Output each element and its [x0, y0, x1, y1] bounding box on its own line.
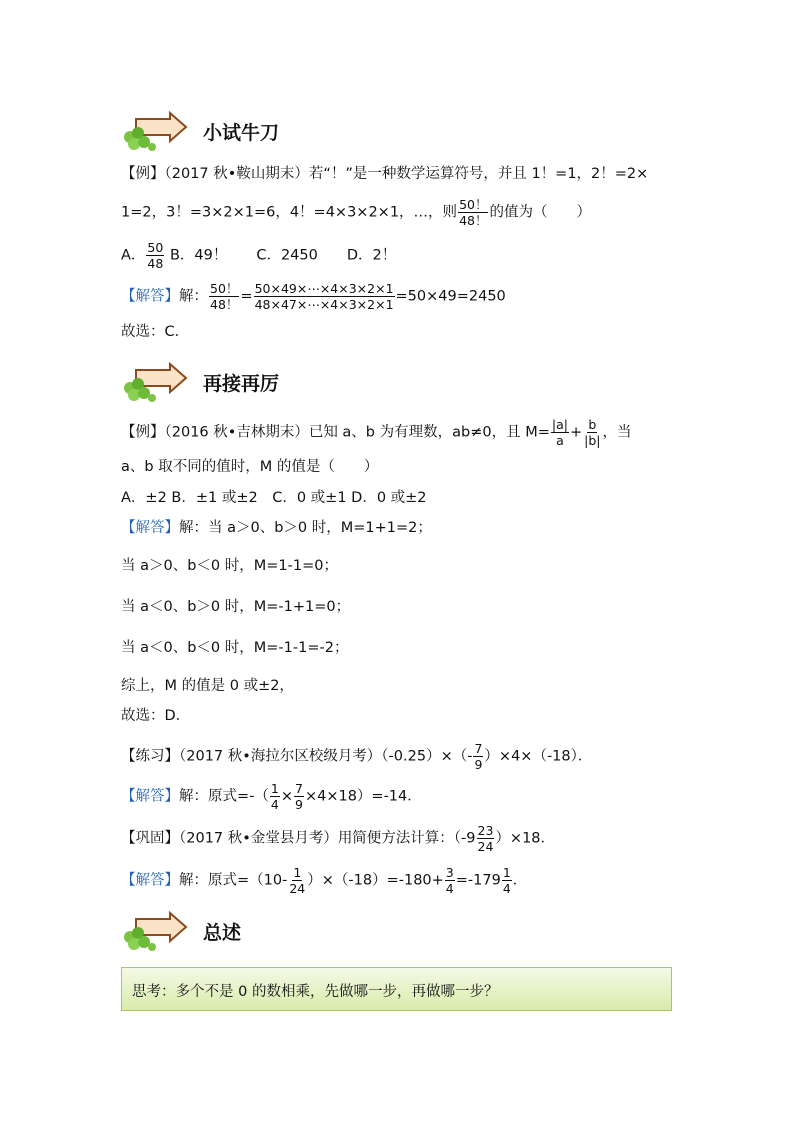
fraction: $\frac{23}{24}$	[477, 823, 494, 854]
example-1-choice: 故选：C．	[121, 324, 190, 340]
example-1-answer: 【解答】解： $\frac{50!}{48!}$ = $\frac{50\times 49\times\cdots\times 4\times 3\times 2\times 1}{48\times 47\times\cdots\times 4\times 3\times 2\times 1}$ =50×49=2450	[121, 281, 506, 312]
fraction: $\frac{50}{48}$	[147, 240, 164, 271]
example-2-case-2: 当 a＞0、b＜0 时，M=1-1=0；	[121, 558, 338, 574]
example-2-case-4: 当 a＜0、b＜0 时，M=-1-1=-2；	[121, 640, 349, 656]
practice-answer: 【解答】解：原式=-（ $\frac{1}{4}$ × $\frac{7}{9}$ ×4×18）=-14．	[121, 781, 422, 812]
example-1-line-1: 【例】（2017 秋•鞍山期末）若“！”是一种数学运算符号，并且 1！=1，2！=2×	[121, 166, 649, 182]
fraction: $\frac{b}{|b|}$	[584, 417, 601, 448]
example-2-options: A．±2 B．±1 或±2 C．0 或±1 D．0 或±2	[121, 490, 427, 506]
think-box	[121, 967, 672, 1011]
example-1-options: A． $\frac{50}{48}$ B．49！ C．2450 D．2！	[121, 240, 397, 271]
answer-label: 【解答】	[121, 872, 179, 889]
example-label: 【例】	[121, 166, 165, 182]
clover-arrow-icon	[120, 362, 190, 408]
answer-label: 【解答】	[121, 788, 179, 805]
example-2-choice: 故选：D．	[121, 708, 191, 724]
fraction: $\frac{1}{4}$	[270, 781, 279, 812]
example-2-case-3: 当 a＜0、b＞0 时，M=-1+1=0；	[121, 599, 351, 615]
clover-arrow-icon	[120, 111, 190, 157]
fraction: $\frac{1}{24}$	[289, 865, 306, 896]
fraction: $\frac{7}{9}$	[295, 781, 303, 812]
answer-label: 【解答】	[121, 520, 179, 536]
fraction: $\frac{3}{4}$	[445, 865, 454, 896]
consolidate-line: 【巩固】（2017 秋•金堂县月考）用简便方法计算：（-9 $\frac{23}{24}$ ）×18．	[121, 823, 556, 854]
example-label: 【例】	[121, 424, 165, 441]
consolidate-label: 【巩固】	[121, 830, 179, 847]
fraction: $\frac{1}{4}$	[502, 865, 511, 896]
practice-line: 【练习】（2017 秋•海拉尔区校级月考）（-0.25）×（- $\frac{7}{9}$ ）×4×（-18）．	[121, 741, 593, 772]
example-2-answer: 【解答】解：当 a＞0、b＞0 时，M=1+1=2；	[121, 520, 432, 536]
example-2-summary: 综上，M 的值是 0 或±2，	[121, 678, 294, 694]
fraction: $\frac{50\times 49\times\cdots\times 4\times 3\times 2\times 1}{48\times 47\times\cdots\times 4\times 3\times 2\times 1}$	[254, 281, 394, 312]
think-text: 思考：多个不是 0 的数相乘，先做哪一步，再做哪一步？	[132, 984, 499, 1000]
clover-arrow-icon	[120, 911, 190, 957]
section-title-1: 小试牛刀	[203, 122, 280, 144]
fraction: $\frac{50!}{48!}$	[210, 281, 239, 312]
fraction: $\frac{|a|}{a}$	[551, 417, 568, 448]
practice-label: 【练习】	[121, 748, 179, 765]
consolidate-answer: 【解答】解：原式=（10- $\frac{1}{24}$ ）×（-18）=-180+ $\frac{3}{4}$ =-179 $\frac{1}{4}$ ．	[121, 865, 528, 896]
example-2-line-1: 【例】（2016 秋•吉林期末）已知 a、b 为有理数，ab≠0，且 M= $\frac{|a|}{a}$ + $\frac{b}{|b|}$ ，当	[121, 417, 632, 448]
section-title-2: 再接再厉	[203, 373, 280, 395]
fraction: $\frac{50!}{48!}$	[459, 197, 488, 228]
answer-label: 【解答】	[121, 288, 179, 305]
example-2-line-2: a、b 取不同的值时，M 的值是（ ）	[121, 459, 379, 475]
example-1-line-2: 1=2，3！=3×2×1=6，4！=4×3×2×1，…，则 $\frac{50!}{48!}$ 的值为（ ）	[121, 197, 591, 228]
fraction: $\frac{7}{9}$	[474, 741, 483, 772]
section-title-3: 总述	[203, 922, 242, 944]
